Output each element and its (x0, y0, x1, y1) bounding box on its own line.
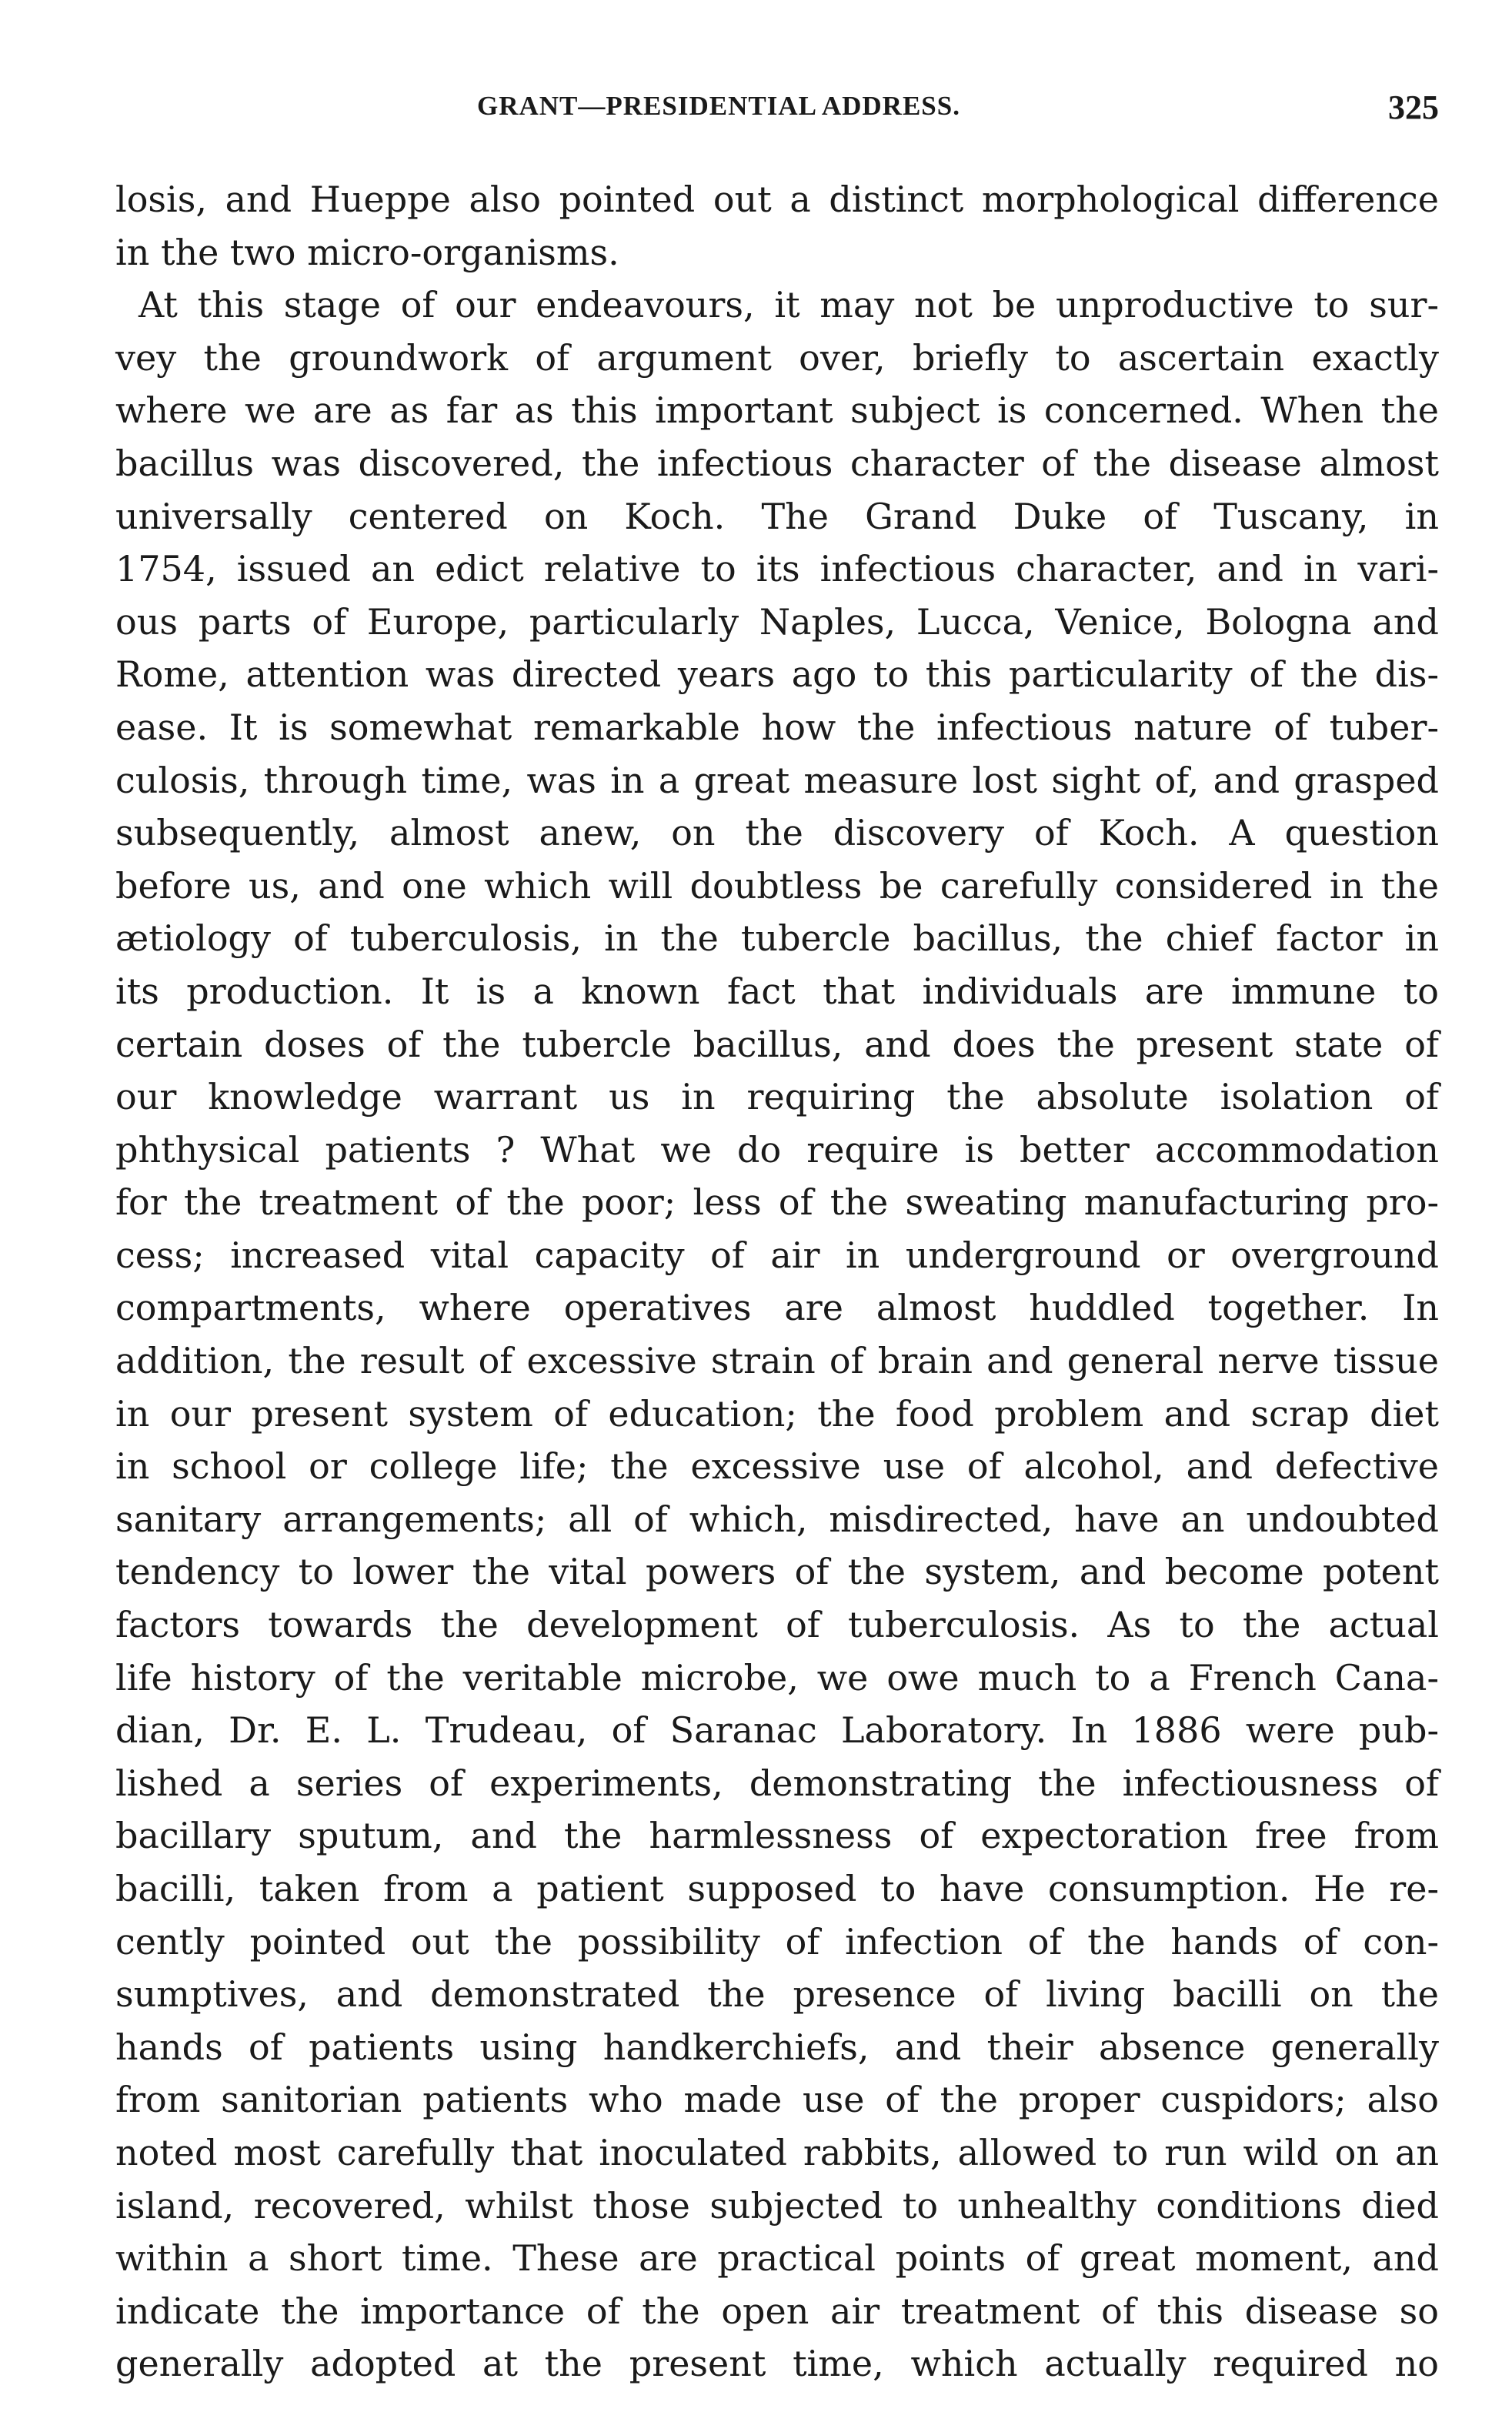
text-line: lished a series of experiments, demonstrating the infectiousness of (115, 1762, 1439, 1804)
text-line: tendency to lower the vital powers of the system, and become potent (115, 1551, 1439, 1593)
text-line: sanitary arrangements; all of which, misdirected, have an undoubted (115, 1498, 1439, 1540)
text-line: life history of the veritable microbe, we owe much to a French Cana- (115, 1656, 1439, 1699)
page-number: 325 (1388, 89, 1439, 126)
text-line: vey the groundwork of argument over, briefly to ascertain exactly (115, 336, 1439, 379)
text-line: cess; increased vital capacity of air in underground or overground (115, 1234, 1439, 1276)
body-text (115, 173, 1439, 2390)
text-line: universally centered on Koch. The Grand Duke of Tuscany, in (115, 495, 1439, 537)
text-line: ease. It is somewhat remarkable how the infectious nature of tuber- (115, 706, 1439, 748)
text-line: its production. It is a known fact that individuals are immune to (115, 970, 1439, 1012)
text-line: indicate the importance of the open air treatment of this disease so (115, 2290, 1439, 2332)
text-line: in the two micro-organisms. (115, 231, 619, 273)
text-line: cently pointed out the possibility of infection of the hands of con- (115, 1920, 1439, 1963)
text-line: where we are as far as this important subject is concerned. When the (115, 389, 1439, 432)
text-line: At this stage of our endeavours, it may not be unproductive to sur- (139, 284, 1439, 326)
text-line: within a short time. These are practical points of great moment, and (115, 2237, 1439, 2280)
text-line: Rome, attention was directed years ago to this particularity of the dis- (115, 653, 1439, 696)
text-line: sumptives, and demonstrated the presence of living bacilli on the (115, 1973, 1439, 2016)
text-line: ætiology of tuberculosis, in the tubercle bacillus, the chief factor in (115, 917, 1439, 960)
text-line: in our present system of education; the food problem and scrap diet (115, 1392, 1439, 1435)
text-line: subsequently, almost anew, on the discovery of Koch. A question (115, 812, 1439, 854)
text-line: dian, Dr. E. L. Trudeau, of Saranac Laboratory. In 1886 were pub- (115, 1709, 1439, 1752)
text-line: before us, and one which will doubtless be carefully considered in the (115, 864, 1439, 907)
text-line: certain doses of the tubercle bacillus, and does the present state of (115, 1023, 1439, 1065)
text-line: losis, and Hueppe also pointed out a distinct morphological difference (115, 179, 1439, 220)
text-line: compartments, where operatives are almost huddled together. In (115, 1287, 1439, 1329)
text-line: generally adopted at the present time, which actually required no (115, 2343, 1439, 2385)
text-line: bacillary sputum, and the harmlessness of expectoration free from (115, 1815, 1439, 1857)
text-line: our knowledge warrant us in requiring the absolute isolation of (115, 1076, 1439, 1118)
text-line: from sanitorian patients who made use of the proper cuspidors; also (115, 2079, 1439, 2121)
text-line: bacilli, taken from a patient supposed to have consumption. He re- (115, 1868, 1439, 1909)
text-line: hands of patients using handkerchiefs, and their absence generally (115, 2026, 1439, 2068)
text-line: 1754, issued an edict relative to its infectious character, and in vari- (115, 548, 1439, 590)
text-line: factors towards the development of tuberculosis. As to the actual (115, 1604, 1439, 1646)
text-line: ous parts of Europe, particularly Naples, Lucca, Venice, Bologna and (115, 600, 1439, 643)
text-line: phthysical patients ? What we do require is better accommodation (115, 1128, 1439, 1171)
running-title: GRANT—PRESIDENTIAL ADDRESS. (477, 91, 960, 121)
text-line: noted most carefully that inoculated rabbits, allowed to run wild on an (115, 2131, 1439, 2173)
text-line: culosis, through time, was in a great measure lost sight of, and grasped (115, 759, 1439, 801)
text-line: island, recovered, whilst those subjected to unhealthy conditions died (115, 2184, 1439, 2227)
text-line: for the treatment of the poor; less of the sweating manufacturing pro- (115, 1181, 1439, 1224)
text-line: bacillus was discovered, the infectious character of the disease almost (115, 442, 1439, 484)
text-line: addition, the result of excessive strain of brain and general nerve tissue (115, 1340, 1439, 1382)
running-head (115, 91, 1439, 134)
text-line: in school or college life; the excessive use of alcohol, and defective (115, 1445, 1439, 1488)
